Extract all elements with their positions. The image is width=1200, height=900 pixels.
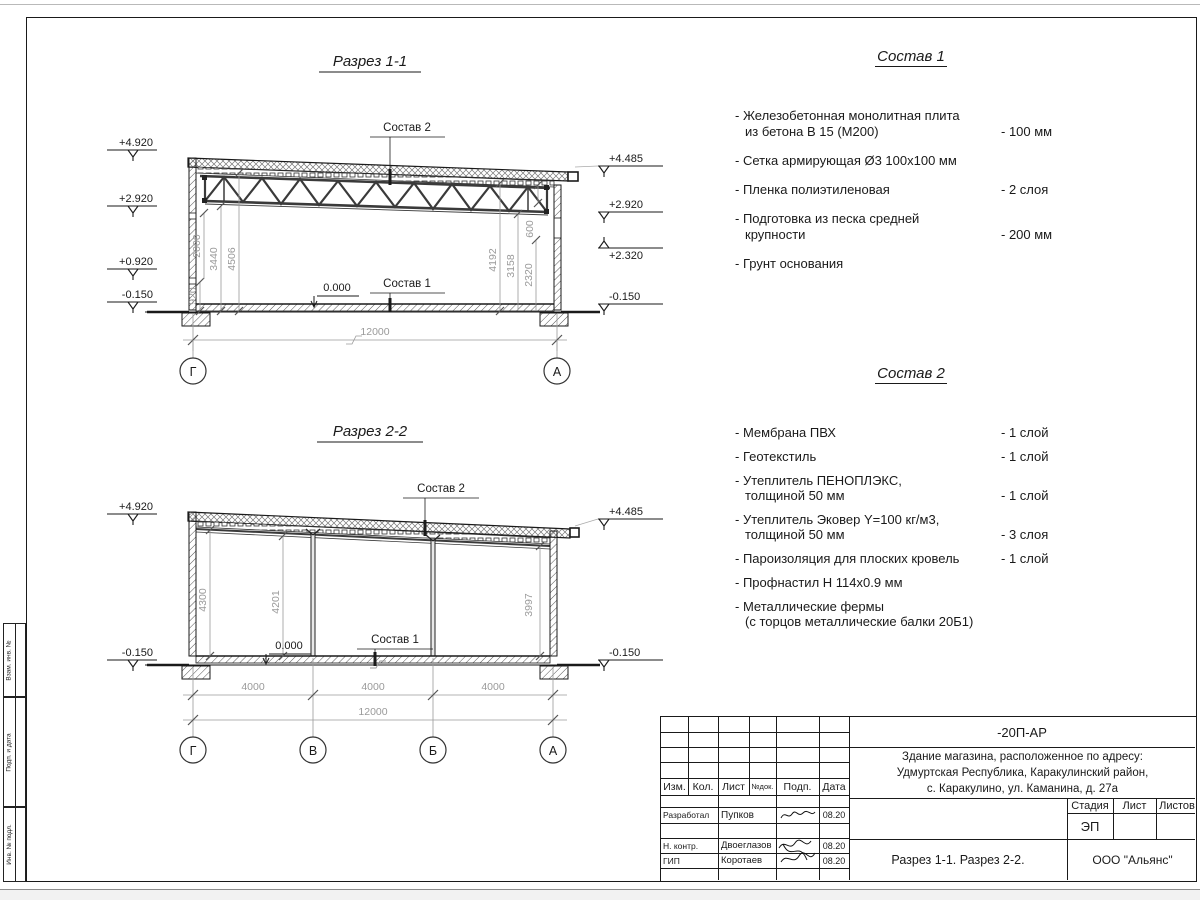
section-title-text: Разрез 1-1: [332, 53, 408, 70]
signature: [778, 809, 818, 822]
item-text-2: толщиной 50 мм: [745, 527, 845, 542]
roof-structure: [188, 512, 579, 549]
tb-listov-header: Листов: [1159, 799, 1195, 812]
title-block: [660, 716, 1197, 882]
tb-address: [851, 748, 1194, 797]
item-qty: - 2 слоя: [1001, 182, 1049, 197]
list-item: [735, 425, 1087, 440]
tb-date: 08.20: [822, 810, 846, 820]
tb-stage-value: ЭП: [1080, 818, 1100, 834]
dim-4192: 4192: [487, 248, 499, 272]
dim-4506: 4506: [226, 247, 238, 271]
tb-stage-header: Стадия: [1071, 799, 1109, 812]
item-text: - Мембрана ПВХ: [735, 425, 836, 440]
elev-text: +4.920: [119, 137, 153, 149]
item-text: - Сетка армирующая Ø3 100х100 мм: [735, 153, 957, 168]
item-text-2: толщиной 50 мм: [745, 488, 845, 503]
margin-label-text: Инв. № подл.: [6, 824, 13, 865]
margin-label-text: Подп. и дата: [6, 732, 14, 772]
item-qty: - 100 мм: [1001, 124, 1053, 139]
margin-box-label: [4, 624, 16, 696]
axis-letter: Г: [189, 365, 197, 379]
tb-role: Разработал: [663, 810, 710, 820]
dim-4201: 4201: [270, 590, 282, 614]
item-qty: - 1 слой: [1001, 551, 1049, 566]
item-text: - Железобетонная монолитная плита: [735, 108, 960, 123]
item-qty: - 1 слой: [1001, 449, 1049, 464]
item-text: - Геотекстиль: [735, 449, 817, 464]
item-qty: - 1 слой: [1001, 488, 1049, 503]
elevation-marks-right: [575, 506, 663, 671]
floor-and-foundation: [145, 656, 600, 679]
tb-col-list: Лист: [722, 780, 745, 793]
elev-text: +4.920: [119, 501, 153, 513]
tb-list-header: Лист: [1122, 799, 1147, 812]
item-text: - Металлические фермы: [735, 599, 884, 614]
tb-col-ndoc: №док.: [751, 782, 774, 791]
sostav2-leader-text: Состав 2: [417, 483, 465, 495]
sostav1-list: [735, 48, 1095, 285]
sostav2-title-text: Состав 2: [877, 365, 945, 382]
tb-role: ГИП: [663, 855, 680, 866]
section-title-text: Разрез 2-2: [332, 423, 408, 440]
item-text: - Профнастил Н 114х0.9 мм: [735, 575, 903, 590]
column-V: [311, 534, 315, 656]
zero-level-text: 0.000: [275, 640, 303, 652]
axis-bubbles: [180, 737, 566, 763]
tb-address-line: с. Каракулино, ул. Каманина, д. 27а: [926, 782, 1119, 795]
axis-letter: В: [308, 744, 318, 758]
item-text: - Подготовка из песка средней: [735, 211, 920, 226]
roof-end-detail: [568, 172, 578, 181]
bottom-dimension: [183, 314, 567, 351]
item-text-2: из бетона В 15 (М200): [745, 124, 879, 139]
item-qty: - 3 слоя: [1001, 527, 1049, 542]
sheet-top-edge: [0, 4, 1200, 5]
tb-role: Н. контр.: [663, 840, 699, 851]
tb-sheet-title: Разрез 1-1. Разрез 2-2.: [891, 852, 1025, 867]
item-text: - Пленка полиэтиленовая: [735, 182, 890, 197]
tb-col-izm: Изм.: [663, 780, 686, 793]
list-item: [735, 153, 1087, 169]
tb-col-kol: Кол.: [692, 780, 714, 793]
list-item: [735, 256, 1087, 272]
list-item: [735, 211, 1087, 243]
axis-letter: Б: [428, 744, 438, 758]
tb-address-line: Удмуртская Республика, Каракулинский район,: [896, 766, 1149, 779]
tb-document-code: -20П-АР: [997, 724, 1047, 740]
axis-bubbles: [180, 340, 570, 384]
sostav1-title-text: Состав 1: [877, 48, 945, 65]
dim-4000: 4000: [241, 681, 265, 693]
sostav1-items: [735, 108, 1095, 272]
elev-text: -0.150: [609, 291, 641, 303]
item-text: - Пароизоляция для плоских кровель: [735, 551, 960, 566]
elev-text: +2.920: [119, 193, 153, 205]
margin-label-text: Взам. инв. №: [6, 639, 13, 681]
item-text: - Утеплитель ПЕНОПЛЭКС,: [735, 473, 902, 488]
margin-box-label: [4, 808, 16, 881]
elev-text: +2.920: [609, 199, 643, 211]
dim-total-12000: 12000: [360, 326, 390, 338]
list-item: [735, 108, 1087, 140]
axis-letter: А: [552, 365, 562, 379]
tb-name: Пупков: [721, 809, 754, 821]
item-text: - Утеплитель Эковер Y=100 кг/м3,: [735, 512, 940, 527]
tb-address-line: Здание магазина, расположенное по адресу:: [902, 750, 1143, 763]
tb-name: Коротаев: [721, 855, 763, 866]
elev-text: +0.920: [119, 256, 153, 268]
zero-level-text: 0.000: [323, 282, 351, 294]
elevation-marks-left: [107, 501, 157, 671]
dim-920: 920: [187, 287, 199, 305]
signature: [775, 836, 819, 869]
sostav1-leader-text: Состав 1: [383, 278, 431, 290]
item-text-2: (с торцов металлические балки 20Б1): [745, 614, 974, 629]
sostav2-title: [735, 365, 1087, 383]
vertical-dimensions-right: [487, 179, 542, 315]
tb-company: ООО "Альянс": [1092, 852, 1173, 867]
sostav1-leader-text: Состав 1: [371, 634, 419, 646]
sheet-bottom-edge: [0, 889, 1200, 900]
list-item: [735, 599, 1087, 629]
sostav2-items: [735, 425, 1095, 629]
tb-col-data: Дата: [822, 780, 846, 793]
dim-3997: 3997: [523, 593, 535, 617]
bottom-dimensions: [183, 658, 567, 737]
sostav1-title: [735, 48, 1087, 66]
dim-4000: 4000: [481, 681, 505, 693]
tb-col-podp: Подп.: [783, 780, 812, 793]
margin-box-label: [4, 698, 16, 806]
tb-name: Двоеглазов: [721, 840, 772, 851]
section-2-2-drawing: [85, 400, 695, 785]
roof-end-detail: [570, 528, 579, 537]
tb-date: 08.20: [822, 855, 846, 866]
elev-text: +2.320: [609, 250, 643, 262]
sostav2-list: [735, 365, 1095, 638]
tb-date: 08.20: [822, 840, 846, 851]
floor-and-foundation: [145, 304, 600, 326]
list-item: [735, 551, 1087, 566]
axis-letter: Г: [189, 744, 197, 758]
elevation-marks-left: [107, 137, 157, 313]
list-item: [735, 575, 1087, 590]
elev-text: -0.150: [609, 647, 641, 659]
margin-box-inv: [3, 807, 26, 882]
item-qty: - 200 мм: [1001, 227, 1053, 242]
elev-text: -0.150: [121, 289, 153, 301]
item-text-2: крупности: [745, 227, 806, 242]
list-item: [735, 182, 1087, 198]
column-B: [431, 540, 435, 656]
elevation-marks-right: [575, 153, 663, 315]
dim-4000: 4000: [361, 681, 385, 693]
margin-box-vzam: [3, 623, 26, 697]
section-1-1-drawing: [85, 35, 695, 400]
elev-text: +4.485: [609, 153, 643, 165]
item-text: - Грунт основания: [735, 256, 844, 271]
section-2-2-title: [317, 423, 423, 442]
elev-text: +4.485: [609, 506, 643, 518]
elev-text: -0.150: [121, 647, 153, 659]
axis-letter: А: [548, 744, 558, 758]
item-qty: - 1 слой: [1001, 425, 1049, 440]
dim-4300: 4300: [197, 588, 209, 612]
sostav2-leader-text: Состав 2: [383, 122, 431, 134]
list-item: [735, 512, 1087, 542]
dim-2000: 2000: [191, 234, 203, 258]
list-item: [735, 449, 1087, 464]
dim-2320: 2320: [523, 263, 535, 287]
dim-3440: 3440: [208, 247, 220, 271]
margin-box-podp: [3, 697, 26, 807]
list-item: [735, 473, 1087, 503]
dim-3158: 3158: [505, 254, 517, 278]
dim-600: 600: [524, 220, 536, 238]
section-1-1-title: [319, 53, 421, 72]
dim-total-12000: 12000: [358, 706, 388, 718]
